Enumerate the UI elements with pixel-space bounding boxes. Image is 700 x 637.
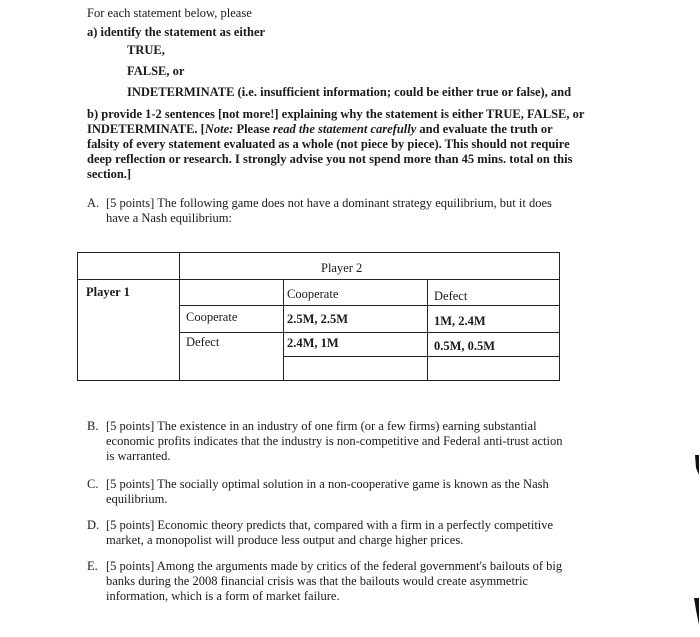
payoff-matrix: [77, 252, 560, 381]
question-d-line-1: [5 points] Economic theory predicts that, compared with a firm in a perfectly competitive: [106, 518, 554, 532]
row-header-cooperate: Cooperate: [186, 310, 238, 324]
col-header-defect: Defect: [434, 289, 468, 303]
question-a-line-2: have a Nash equilibrium:: [106, 211, 233, 225]
question-b-line-1: [5 points] The existence in an industry of one firm (or a few firms) earning substantial: [106, 419, 537, 433]
col-header-cooperate: Cooperate: [287, 287, 339, 301]
payoff-cell-dc: 2.4M, 1M: [287, 336, 339, 350]
player-2-label: Player 2: [321, 261, 363, 275]
payoff-cell-dd: 0.5M, 0.5M: [434, 339, 496, 353]
player-1-label: Player 1: [86, 285, 130, 299]
divider: [283, 356, 559, 357]
payoff-cell-cc: 2.5M, 2.5M: [287, 312, 349, 326]
instruction-b-line-3: falsity of every statement evaluated as a whole (not piece by piece). This should not require: [87, 137, 570, 151]
question-b-line-2: economic profits indicates that the industry is non-competitive and Federal anti-trust action: [106, 434, 563, 448]
instruction-b-line-2: [87, 122, 553, 137]
intro-line: For each statement below, please: [87, 6, 252, 20]
question-b-line-3: is warranted.: [106, 449, 171, 463]
page-edge-shadow: [686, 0, 700, 637]
divider: [427, 280, 428, 380]
instruction-b-line-1: b) provide 1-2 sentences [not more!] explaining why the statement is either TRUE, FALSE, or: [87, 107, 585, 121]
payoff-cell-cd: 1M, 2.4M: [434, 314, 486, 328]
question-d-line-2: market, a monopolist will produce less output and charge higher prices.: [106, 533, 464, 547]
b-line-2-end: and evaluate the truth or: [416, 122, 553, 136]
option-true: TRUE,: [127, 43, 165, 57]
option-false: FALSE, or: [127, 64, 185, 78]
emphasis-text: read the statement carefully: [272, 122, 417, 136]
divider: [179, 332, 559, 333]
question-e-label: E.: [87, 559, 98, 573]
instruction-b-line-4: deep reflection or research. I strongly advise you not spend more than 45 mins. total on this: [87, 152, 573, 166]
note-label: Note:: [204, 122, 234, 136]
b-line-2-mid: Please: [233, 122, 273, 136]
question-d-label: D.: [87, 518, 100, 532]
instruction-b-line-5: section.]: [87, 167, 132, 181]
question-c-label: C.: [87, 477, 99, 491]
b-line-2-start: INDETERMINATE. [: [87, 122, 205, 136]
question-c-line-1: [5 points] The socially optimal solution in a non-cooperative game is known as the Nash: [106, 477, 549, 491]
divider: [179, 305, 559, 306]
question-a-line-1: [5 points] The following game does not have a dominant strategy equilibrium, but it does: [106, 196, 552, 210]
question-c-line-2: equilibrium.: [106, 492, 168, 506]
question-b-label: B.: [87, 419, 99, 433]
divider: [179, 253, 180, 380]
question-a-label: A.: [87, 196, 100, 210]
divider: [283, 280, 284, 380]
question-e-line-3: information, which is a form of market failure.: [106, 589, 340, 603]
option-indeterminate: INDETERMINATE (i.e. insufficient information; could be either true or false), and: [127, 85, 572, 99]
question-e-line-1: [5 points] Among the arguments made by critics of the federal government's bailouts of big: [106, 559, 563, 573]
question-e-line-2: banks during the 2008 financial crisis was that the bailouts would create asymmetric: [106, 574, 529, 588]
instruction-a: a) identify the statement as either: [87, 25, 266, 39]
row-header-defect: Defect: [186, 335, 220, 349]
divider: [78, 279, 559, 280]
